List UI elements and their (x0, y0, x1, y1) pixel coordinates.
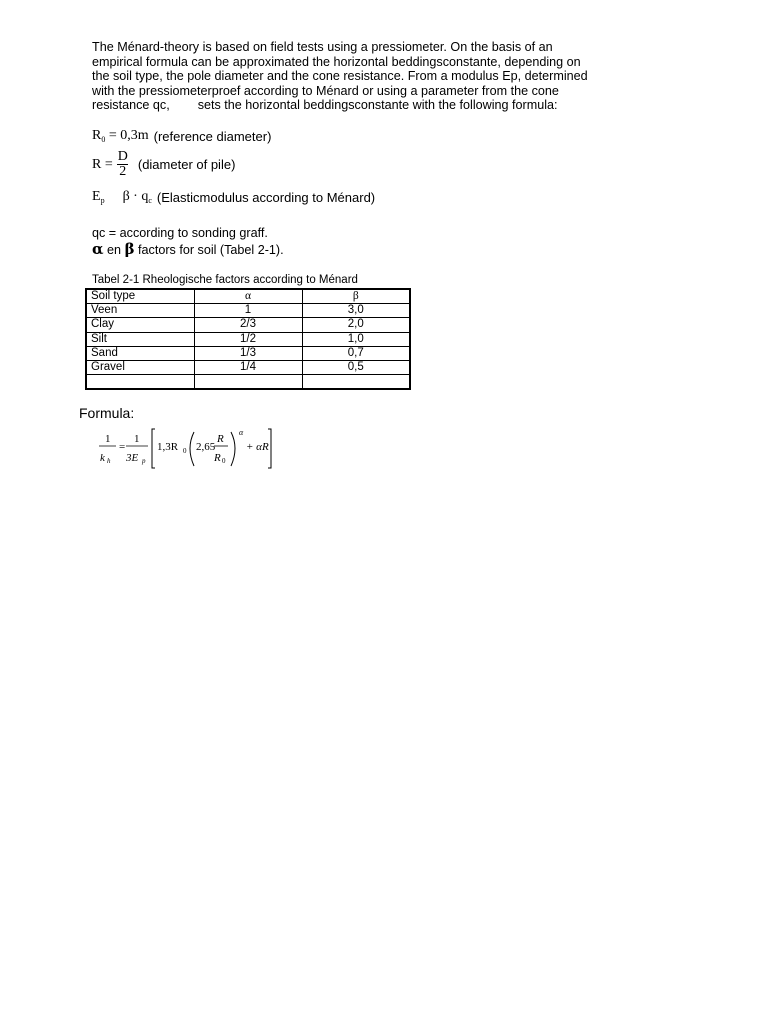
table-row (86, 318, 410, 332)
cell-alpha (194, 375, 302, 390)
cell-beta (302, 375, 410, 390)
kh-denominator: k (100, 452, 105, 464)
coef-sub: 0 (183, 447, 187, 455)
r0-note: (reference diameter) (153, 128, 272, 144)
kh-numerator: 1 (105, 433, 111, 445)
cell-alpha: 1 (194, 304, 302, 318)
cell-alpha: 1/3 (194, 346, 302, 360)
header-beta: β (302, 289, 410, 304)
left-paren (190, 432, 194, 466)
intro-paragraph (92, 40, 662, 113)
ep-denominator: 3E (126, 452, 139, 464)
ep-denominator-sub: p (142, 457, 146, 465)
tail-term: + αR (246, 441, 269, 453)
cell-alpha: 1/2 (194, 332, 302, 346)
rheology-table (85, 288, 411, 390)
table-row (86, 332, 410, 346)
right-paren (231, 432, 235, 466)
formula-r0 (92, 128, 271, 144)
cell-soil: Veen (86, 304, 194, 318)
table-header-row (86, 289, 410, 304)
intro-line-2: empirical formula can be approximated the horizontal beddingsconstante, depending on (92, 54, 581, 69)
cell-soil (86, 375, 194, 390)
header-alpha: α (194, 289, 302, 304)
table-row (86, 360, 410, 374)
cell-soil: Clay (86, 318, 194, 332)
ep-note: (Elasticmodulus according to Ménard) (156, 189, 376, 205)
formula-r (92, 150, 235, 179)
table-row-empty (86, 375, 410, 390)
r-note: (diameter of pile) (137, 157, 236, 172)
equals-sign: = (119, 441, 126, 453)
cell-beta: 0,5 (302, 360, 410, 374)
factors-note: α en β factors for soil (Tabel 2-1). (92, 240, 284, 258)
r-lhs: R = (92, 156, 113, 172)
ep-rhs: $\beta \cdot q_c$ (122, 189, 152, 205)
beta-symbol: β (124, 240, 135, 258)
formula-label: Formula: (79, 405, 135, 421)
cell-soil: Silt (86, 332, 194, 346)
left-bracket (152, 429, 155, 468)
qc-note: qc = according to sonding graff. (92, 226, 268, 240)
cell-alpha: 1/4 (194, 360, 302, 374)
cell-alpha: 2/3 (194, 318, 302, 332)
intro-line-3: the soil type, the pole diameter and the cone resistance. From a modulus Ep, determined (92, 69, 588, 84)
intro-line-4: with the pressiometerproef according to Ménard or using a parameter from the cone (92, 83, 559, 98)
notes-block (92, 225, 284, 258)
r-fraction: $\frac{D}{2}$ (117, 149, 128, 179)
formula-ep (92, 189, 375, 205)
ratio-denominator-sub: 0 (222, 457, 226, 465)
intro-line-5a: resistance qc, (92, 98, 170, 113)
header-soil-type: Soil type (86, 289, 194, 304)
kh-formula (98, 426, 298, 472)
cell-beta: 0,7 (302, 346, 410, 360)
exponent: α (239, 428, 244, 437)
cell-beta: 3,0 (302, 304, 410, 318)
cell-beta: 2,0 (302, 318, 410, 332)
intro-line-5b: sets the horizontal beddingsconstante with the following formula: (197, 98, 558, 113)
table-row (86, 346, 410, 360)
ep-numerator: 1 (134, 433, 140, 445)
ratio-denominator: R (214, 452, 221, 464)
table-row (86, 304, 410, 318)
intro-line-1: The Ménard-theory is based on field tests using a pressiometer. On the basis of an (92, 40, 553, 54)
ratio-numerator: R (217, 433, 224, 445)
coef-term: 1,3R (157, 441, 179, 453)
r0-lhs: $R_0 = 0,3m$ (92, 128, 149, 144)
cell-soil: Gravel (86, 360, 194, 374)
kh-denominator-sub: h (107, 457, 111, 465)
alpha-symbol: α (92, 240, 104, 258)
k-constant: 2,65 (196, 441, 216, 453)
cell-beta: 1,0 (302, 332, 410, 346)
table-caption: Tabel 2-1 Rheologische factors according to Ménard (92, 274, 358, 286)
ep-lhs: $E_p$ (92, 189, 105, 205)
cell-soil: Sand (86, 346, 194, 360)
